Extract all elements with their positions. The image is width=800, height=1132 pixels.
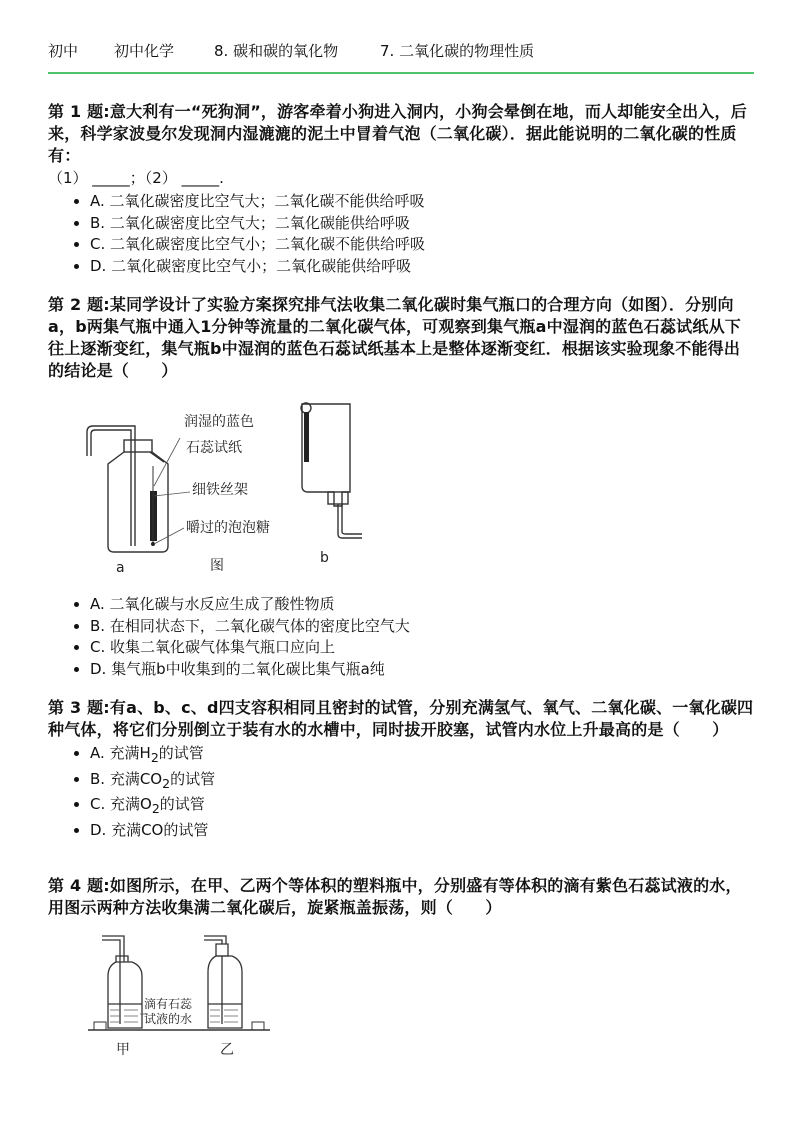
option-a[interactable]: • A. 二氧化碳与水反应生成了酸性物质	[90, 594, 754, 616]
breadcrumb-chapter[interactable]: 8. 碳和碳的氧化物	[214, 42, 339, 60]
option-b[interactable]: • B. 在相同状态下，二氧化碳气体的密度比空气大	[90, 616, 754, 638]
breadcrumb-section[interactable]: 7. 二氧化碳的物理性质	[380, 42, 535, 60]
breadcrumb-level[interactable]: 初中	[48, 42, 79, 60]
question-4-text: 第 4 题:如图所示，在甲、乙两个等体积的塑料瓶中，分别盛有等体积的滴有紫色石蕊试液的水，用图示两种方法收集满二氧化碳后，旋紧瓶盖振荡，则（ ）	[48, 876, 742, 917]
question-1-text: 第 1 题:意大利有一“死狗洞”，游客牵着小狗进入洞内，小狗会晕倒在地，而人却能安全出入，后来，科学家波曼尔发现洞内湿漉漉的泥土中冒着气泡（二氧化碳）．据此能说明的二氧化碳的性质有：	[48, 102, 747, 165]
label-gum: 嚼过的泡泡糖	[186, 520, 270, 536]
breadcrumb-subject[interactable]: 初中化学	[114, 42, 175, 60]
bottle-jia	[102, 936, 142, 1028]
option-a[interactable]: • A. 充满$H_2$的试管	[90, 743, 754, 769]
question-1-options	[48, 191, 754, 277]
label-yi: 乙	[220, 1042, 234, 1058]
option-d[interactable]: • D. 充满CO的试管	[90, 820, 754, 846]
option-c[interactable]: • C. 充满$O_2$的试管	[90, 794, 754, 820]
question-1-blanks: （1） _____；（2） _____.	[48, 169, 224, 187]
option-a[interactable]: • A. 二氧化碳密度比空气大；二氧化碳不能供给呼吸	[90, 191, 754, 213]
label-b: b	[320, 550, 329, 566]
option-d[interactable]: • D. 二氧化碳密度比空气小；二氧化碳能供给呼吸	[90, 256, 754, 278]
label-liquid-1: 滴有石蕊	[144, 997, 193, 1011]
option-d[interactable]: • D. 集气瓶b中收集到的二氧化碳比集气瓶a纯	[90, 659, 754, 681]
option-b[interactable]: • B. 二氧化碳密度比空气大；二氧化碳能供给呼吸	[90, 213, 754, 235]
option-c[interactable]: • C. 收集二氧化碳气体集气瓶口应向上	[90, 637, 754, 659]
question-3	[48, 697, 754, 845]
label-jia: 甲	[116, 1042, 130, 1058]
litmus-strip-b	[304, 412, 309, 462]
question-3-text: 第 3 题:有a、b、c、d四支容积相同且密封的试管，分别充满氢气、氧气、二氧化碳、一氧化碳四种气体，将它们分别倒立于装有水的水槽中，同时拔开胶塞，试管内水位上升最高的是（ ）	[48, 698, 754, 739]
label-fig: 图	[210, 558, 224, 574]
option-c[interactable]: • C. 二氧化碳密度比空气小；二氧化碳不能供给呼吸	[90, 234, 754, 256]
label-litmus-2: 石蕊试纸	[186, 440, 242, 456]
question-3-options	[48, 743, 754, 845]
question-2	[48, 294, 754, 382]
gas-bottle-figure	[80, 396, 380, 580]
plastic-bottle-figure	[80, 932, 280, 1062]
label-litmus-1: 润湿的蓝色	[184, 414, 254, 430]
option-b[interactable]: • B. 充满$CO_2$的试管	[90, 769, 754, 795]
label-a: a	[116, 560, 125, 576]
label-wire: 细铁丝架	[192, 482, 248, 498]
breadcrumb-bar	[48, 38, 754, 74]
bottle-yi	[204, 936, 242, 1028]
question-2-options-wrap	[48, 594, 754, 680]
bottle-b	[301, 403, 362, 538]
label-liquid-2: 试液的水	[144, 1012, 193, 1026]
question-4	[48, 875, 754, 919]
question-2-text: 第 2 题:某同学设计了实验方案探究排气法收集二氧化碳时集气瓶口的合理方向（如图）．分别向a，b两集气瓶中通入1分钟等流量的二氧化碳气体，可观察到集气瓶a中湿润的蓝色石蕊试纸从下往上逐渐变红，集气瓶b中湿润的蓝色石蕊试纸基本上是整体逐渐变红．根据该实验现象不能得出的结论是（ ）	[48, 295, 741, 380]
question-2-options	[48, 594, 754, 680]
question-1	[48, 101, 754, 277]
